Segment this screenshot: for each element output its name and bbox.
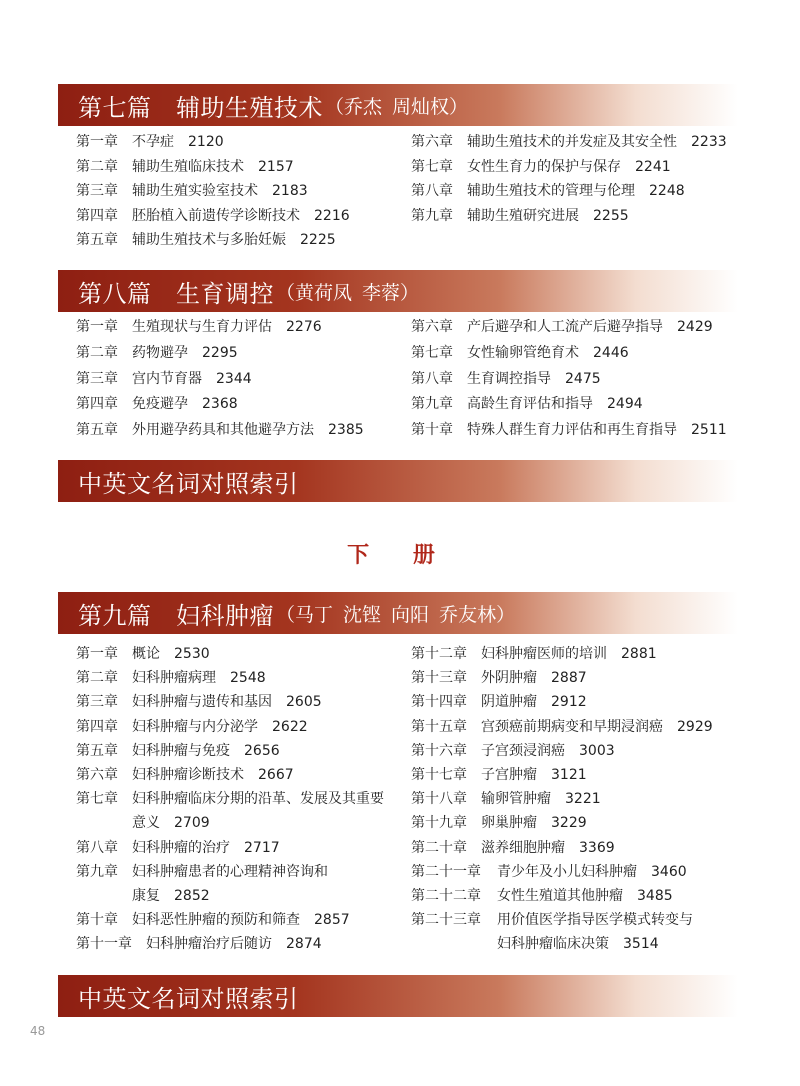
chapter-title: 女性生育力的保护与保存 xyxy=(467,158,621,175)
chapter-number: 第八章 xyxy=(76,839,118,856)
page-ref: 2446 xyxy=(593,344,629,361)
index-banner xyxy=(58,460,738,502)
chapter-title-line xyxy=(132,911,350,929)
chapter-title-line xyxy=(132,839,280,857)
chapter-number: 第七章 xyxy=(411,344,453,361)
chapter-title-line xyxy=(467,421,727,439)
author: 向阳 xyxy=(391,603,430,626)
author: 李蓉 xyxy=(362,281,401,304)
chapter-number: 第十一章 xyxy=(76,936,132,953)
chapter-title-continuation: 意义 xyxy=(132,815,160,832)
page-number: 48 xyxy=(30,1024,46,1038)
chapter-title-line xyxy=(146,935,322,953)
chapter-number: 第二十二章 xyxy=(411,888,481,904)
page-ref: 3003 xyxy=(579,742,615,759)
page-ref: 2511 xyxy=(691,422,727,439)
toc-entry[interactable] xyxy=(76,370,252,388)
toc-entry[interactable] xyxy=(76,645,210,663)
toc-entry[interactable] xyxy=(76,207,350,225)
page-ref: 2530 xyxy=(174,646,210,662)
chapter-title: 辅助生殖技术的并发症及其安全性 xyxy=(467,134,677,150)
page-ref: 2605 xyxy=(286,694,322,711)
chapter-number: 第九章 xyxy=(76,863,118,880)
index-banner xyxy=(58,975,738,1017)
chapter-title-line xyxy=(467,158,671,176)
chapter-title: 外阴肿瘤 xyxy=(481,670,537,687)
chapter-title-line xyxy=(497,911,693,929)
toc-entry[interactable] xyxy=(76,863,328,881)
author: 周灿权 xyxy=(392,95,450,118)
toc-entry[interactable] xyxy=(411,344,629,362)
chapter-number: 第二十一章 xyxy=(411,863,481,880)
chapter-number: 第五章 xyxy=(76,232,118,248)
toc-entry[interactable] xyxy=(76,182,308,200)
chapter-title: 用价值医学指导医学模式转变与 xyxy=(497,912,693,929)
toc-entry[interactable] xyxy=(76,318,322,336)
page-ref: 2120 xyxy=(188,134,224,150)
chapter-number: 第十七章 xyxy=(411,767,467,783)
chapter-title: 宫内节育器 xyxy=(132,370,202,387)
page-ref: 2295 xyxy=(202,344,238,361)
page-ref: 2225 xyxy=(300,232,336,248)
chapter-title-line xyxy=(132,421,364,439)
chapter-number: 第四章 xyxy=(76,396,118,413)
chapter-title-line xyxy=(132,207,350,225)
chapter-title-line xyxy=(481,790,601,808)
toc-entry[interactable] xyxy=(76,395,238,413)
page-ref: 2667 xyxy=(258,767,294,783)
toc-entry[interactable] xyxy=(411,718,713,736)
chapter-title-continuation: 妇科肿瘤临床决策 xyxy=(497,936,609,953)
toc-entry[interactable] xyxy=(76,344,238,362)
toc-entry[interactable] xyxy=(411,693,587,711)
chapter-title: 外用避孕药具和其他避孕方法 xyxy=(132,422,314,439)
chapter-number: 第十章 xyxy=(411,422,453,439)
chapter-title-line xyxy=(132,790,384,808)
chapter-title: 阴道肿瘤 xyxy=(481,694,537,711)
chapter-title: 不孕症 xyxy=(132,134,174,150)
page-ref: 2548 xyxy=(230,670,266,687)
chapter-title: 妇科肿瘤与免疫 xyxy=(132,742,230,759)
page-ref: 2368 xyxy=(202,396,238,413)
part9-banner xyxy=(58,592,738,634)
chapter-title: 妇科肿瘤治疗后随访 xyxy=(146,936,272,953)
chapter-title-line xyxy=(497,935,659,953)
chapter-number: 第三章 xyxy=(76,694,118,711)
toc-entry[interactable] xyxy=(76,935,322,953)
chapter-title-line xyxy=(481,693,587,711)
toc-entry[interactable] xyxy=(76,669,266,687)
chapter-title-line xyxy=(481,645,657,663)
chapter-number: 第九章 xyxy=(411,207,453,224)
chapter-number: 第十二章 xyxy=(411,646,467,662)
page-ref: 3221 xyxy=(565,791,601,808)
chapter-number: 第四章 xyxy=(76,207,118,224)
chapter-title: 妇科肿瘤临床分期的沿革、发展及其重要 xyxy=(132,791,384,808)
toc-entry[interactable] xyxy=(411,370,601,388)
chapter-title-line xyxy=(481,718,713,736)
chapter-title-line xyxy=(132,158,294,176)
chapter-title: 产后避孕和人工流产后避孕指导 xyxy=(467,319,663,335)
page-ref: 2912 xyxy=(551,694,587,711)
chapter-title: 女性生殖道其他肿瘤 xyxy=(497,888,623,904)
part7-banner xyxy=(58,84,738,126)
chapter-title: 滋养细胞肿瘤 xyxy=(481,839,565,856)
chapter-title-line xyxy=(481,766,587,784)
chapter-title: 妇科肿瘤病理 xyxy=(132,670,216,687)
author: 沈铿 xyxy=(343,603,382,626)
chapter-title-line xyxy=(467,133,727,151)
part-authors: （乔杰 周灿权） xyxy=(325,95,469,118)
chapter-number: 第七章 xyxy=(76,791,118,808)
chapter-title: 辅助生殖实验室技术 xyxy=(132,183,258,199)
page-ref: 2241 xyxy=(635,158,671,175)
page-ref: 2216 xyxy=(314,207,350,224)
chapter-number: 第十八章 xyxy=(411,791,467,808)
toc-entry[interactable] xyxy=(76,693,322,711)
page-ref: 2709 xyxy=(174,815,210,832)
chapter-title-line xyxy=(132,344,238,362)
page-ref: 2852 xyxy=(174,888,210,904)
chapter-number: 第十章 xyxy=(76,912,118,929)
page-ref: 2874 xyxy=(286,936,322,953)
chapter-title-line xyxy=(132,766,294,784)
page-ref: 3460 xyxy=(651,863,687,880)
chapter-number: 第十四章 xyxy=(411,694,467,711)
chapter-title-line xyxy=(497,887,673,905)
chapter-number: 第二章 xyxy=(76,158,118,175)
chapter-number: 第六章 xyxy=(411,319,453,335)
toc-entry[interactable] xyxy=(411,645,657,663)
index-title: 中英文名词对照索引 xyxy=(78,984,299,1013)
chapter-title-line xyxy=(467,344,629,362)
chapter-title: 子宫肿瘤 xyxy=(481,767,537,783)
page-ref: 2857 xyxy=(314,912,350,929)
chapter-number: 第六章 xyxy=(411,134,453,150)
chapter-title-line xyxy=(132,718,308,736)
chapter-title-line xyxy=(481,839,615,857)
toc-entry[interactable] xyxy=(411,790,601,808)
chapter-number: 第九章 xyxy=(411,396,453,413)
toc-entry[interactable] xyxy=(411,814,587,832)
part-authors: （黄荷凤 李蓉） xyxy=(276,281,420,304)
page-ref: 2429 xyxy=(677,319,713,335)
chapter-title: 辅助生殖技术的管理与伦理 xyxy=(467,183,635,199)
chapter-number: 第四章 xyxy=(76,718,118,735)
chapter-title: 药物避孕 xyxy=(132,344,188,361)
chapter-number: 第二章 xyxy=(76,344,118,361)
chapter-title-line xyxy=(497,863,687,881)
chapter-title-line xyxy=(467,370,601,388)
chapter-title: 妇科肿瘤诊断技术 xyxy=(132,767,244,783)
page-ref: 2385 xyxy=(328,422,364,439)
chapter-title: 胚胎植入前遗传学诊断技术 xyxy=(132,207,300,224)
chapter-title: 高龄生育评估和指导 xyxy=(467,396,593,413)
chapter-title: 输卵管肿瘤 xyxy=(481,791,551,808)
page-ref: 2929 xyxy=(677,718,713,735)
toc-entry[interactable] xyxy=(76,790,384,808)
toc-entry[interactable] xyxy=(411,207,629,225)
chapter-title-line xyxy=(467,207,629,225)
toc-entry[interactable] xyxy=(76,742,280,760)
chapter-title: 妇科肿瘤与遗传和基因 xyxy=(132,694,272,711)
toc-entry[interactable] xyxy=(76,133,224,151)
chapter-number: 第十九章 xyxy=(411,815,467,832)
page-ref: 2233 xyxy=(691,134,727,150)
toc-entry[interactable] xyxy=(411,421,727,439)
chapter-title: 妇科肿瘤医师的培训 xyxy=(481,646,607,662)
chapter-title-line xyxy=(132,863,328,881)
chapter-number: 第一章 xyxy=(76,319,118,335)
chapter-title: 妇科肿瘤患者的心理精神咨询和 xyxy=(132,863,328,880)
chapter-title-line xyxy=(132,887,210,905)
chapter-title-line xyxy=(467,182,685,200)
page-ref: 3514 xyxy=(623,936,659,953)
page-ref: 2622 xyxy=(272,718,308,735)
part8-banner xyxy=(58,270,738,312)
chapter-title-line xyxy=(467,395,643,413)
chapter-title: 生育调控指导 xyxy=(467,370,551,387)
chapter-number: 第二十章 xyxy=(411,839,467,856)
page-ref: 2475 xyxy=(565,370,601,387)
chapter-title-line xyxy=(132,133,224,151)
chapter-title-line xyxy=(132,693,322,711)
toc-entry[interactable] xyxy=(411,395,643,413)
chapter-number: 第一章 xyxy=(76,134,118,150)
chapter-number: 第三章 xyxy=(76,183,118,199)
chapter-title-line xyxy=(132,370,252,388)
chapter-title: 特殊人群生育力评估和再生育指导 xyxy=(467,422,677,439)
chapter-title: 妇科肿瘤的治疗 xyxy=(132,839,230,856)
toc-entry[interactable] xyxy=(411,839,615,857)
chapter-title: 青少年及小儿妇科肿瘤 xyxy=(497,863,637,880)
chapter-number: 第一章 xyxy=(76,646,118,662)
chapter-title-line xyxy=(467,318,713,336)
part-title: 第九篇 妇科肿瘤 xyxy=(78,601,274,630)
toc-entry[interactable] xyxy=(76,839,280,857)
page-ref: 2248 xyxy=(649,183,685,199)
page-ref: 3369 xyxy=(579,839,615,856)
toc-entry[interactable] xyxy=(411,318,713,336)
page-ref: 3121 xyxy=(551,767,587,783)
volume-heading: 下 册 xyxy=(347,543,453,568)
chapter-title-line xyxy=(481,742,615,760)
chapter-title: 卵巢肿瘤 xyxy=(481,815,537,832)
chapter-title: 辅助生殖临床技术 xyxy=(132,158,244,175)
chapter-title: 妇科肿瘤与内分泌学 xyxy=(132,718,258,735)
author: 乔友林 xyxy=(439,603,497,626)
chapter-number: 第二章 xyxy=(76,670,118,687)
chapter-title: 子宫颈浸润癌 xyxy=(481,742,565,759)
page-ref: 2494 xyxy=(607,396,643,413)
chapter-number: 第五章 xyxy=(76,422,118,439)
toc-entry[interactable] xyxy=(76,421,364,439)
toc-entry[interactable] xyxy=(411,911,693,929)
page-ref: 2344 xyxy=(216,370,252,387)
chapter-title-line xyxy=(132,318,322,336)
chapter-number: 第六章 xyxy=(76,767,118,783)
chapter-title: 女性输卵管绝育术 xyxy=(467,344,579,361)
page-ref: 3485 xyxy=(637,888,673,904)
toc-entry[interactable] xyxy=(411,669,587,687)
toc-entry[interactable] xyxy=(411,766,587,784)
chapter-title: 概论 xyxy=(132,646,160,662)
chapter-title-line xyxy=(481,669,587,687)
chapter-title: 辅助生殖研究进展 xyxy=(467,207,579,224)
chapter-title-line xyxy=(481,814,587,832)
chapter-title-line xyxy=(132,814,210,832)
page-ref: 2255 xyxy=(593,207,629,224)
chapter-title: 宫颈癌前期病变和早期浸润癌 xyxy=(481,718,663,735)
page-ref: 2656 xyxy=(244,742,280,759)
chapter-number: 第十三章 xyxy=(411,670,467,687)
page-ref: 2276 xyxy=(286,319,322,335)
toc-entry[interactable] xyxy=(411,887,673,905)
author: 乔杰 xyxy=(344,95,383,118)
page-ref: 2881 xyxy=(621,646,657,662)
toc-entry[interactable] xyxy=(411,863,687,881)
toc-entry[interactable] xyxy=(411,742,615,760)
chapter-number: 第十六章 xyxy=(411,742,467,759)
chapter-number: 第八章 xyxy=(411,183,453,199)
chapter-title-line xyxy=(132,395,238,413)
toc-entry[interactable] xyxy=(76,766,294,784)
chapter-title: 妇科恶性肿瘤的预防和筛查 xyxy=(132,912,300,929)
chapter-title-line xyxy=(132,645,210,663)
chapter-number: 第十五章 xyxy=(411,718,467,735)
author: 马丁 xyxy=(295,603,334,626)
chapter-number: 第五章 xyxy=(76,742,118,759)
toc-entry[interactable] xyxy=(411,133,727,151)
toc-entry[interactable] xyxy=(76,158,294,176)
part-authors: （马丁 沈铿 向阳 乔友林） xyxy=(276,603,516,626)
chapter-title: 辅助生殖技术与多胎妊娠 xyxy=(132,232,286,248)
page-ref: 3229 xyxy=(551,815,587,832)
toc-entry[interactable] xyxy=(411,182,685,200)
author: 黄荷凤 xyxy=(295,281,353,304)
index-title: 中英文名词对照索引 xyxy=(78,469,299,498)
toc-entry[interactable] xyxy=(76,718,308,736)
chapter-number: 第三章 xyxy=(76,370,118,387)
chapter-title: 生殖现状与生育力评估 xyxy=(132,319,272,335)
chapter-number: 第八章 xyxy=(411,370,453,387)
chapter-number: 第二十三章 xyxy=(411,912,481,929)
chapter-number: 第七章 xyxy=(411,158,453,175)
toc-entry[interactable] xyxy=(76,911,350,929)
page-ref: 2717 xyxy=(244,839,280,856)
page-ref: 2157 xyxy=(258,158,294,175)
chapter-title-line xyxy=(132,669,266,687)
toc-entry[interactable] xyxy=(411,158,671,176)
part-title: 第七篇 辅助生殖技术 xyxy=(78,93,323,122)
page-ref: 2183 xyxy=(272,183,308,199)
page-ref: 2887 xyxy=(551,670,587,687)
part-title: 第八篇 生育调控 xyxy=(78,279,274,308)
chapter-title-line xyxy=(132,742,280,760)
chapter-title-line xyxy=(132,231,336,249)
toc-entry[interactable] xyxy=(76,231,336,249)
chapter-title: 免疫避孕 xyxy=(132,396,188,413)
chapter-title-continuation: 康复 xyxy=(132,888,160,904)
chapter-title-line xyxy=(132,182,308,200)
